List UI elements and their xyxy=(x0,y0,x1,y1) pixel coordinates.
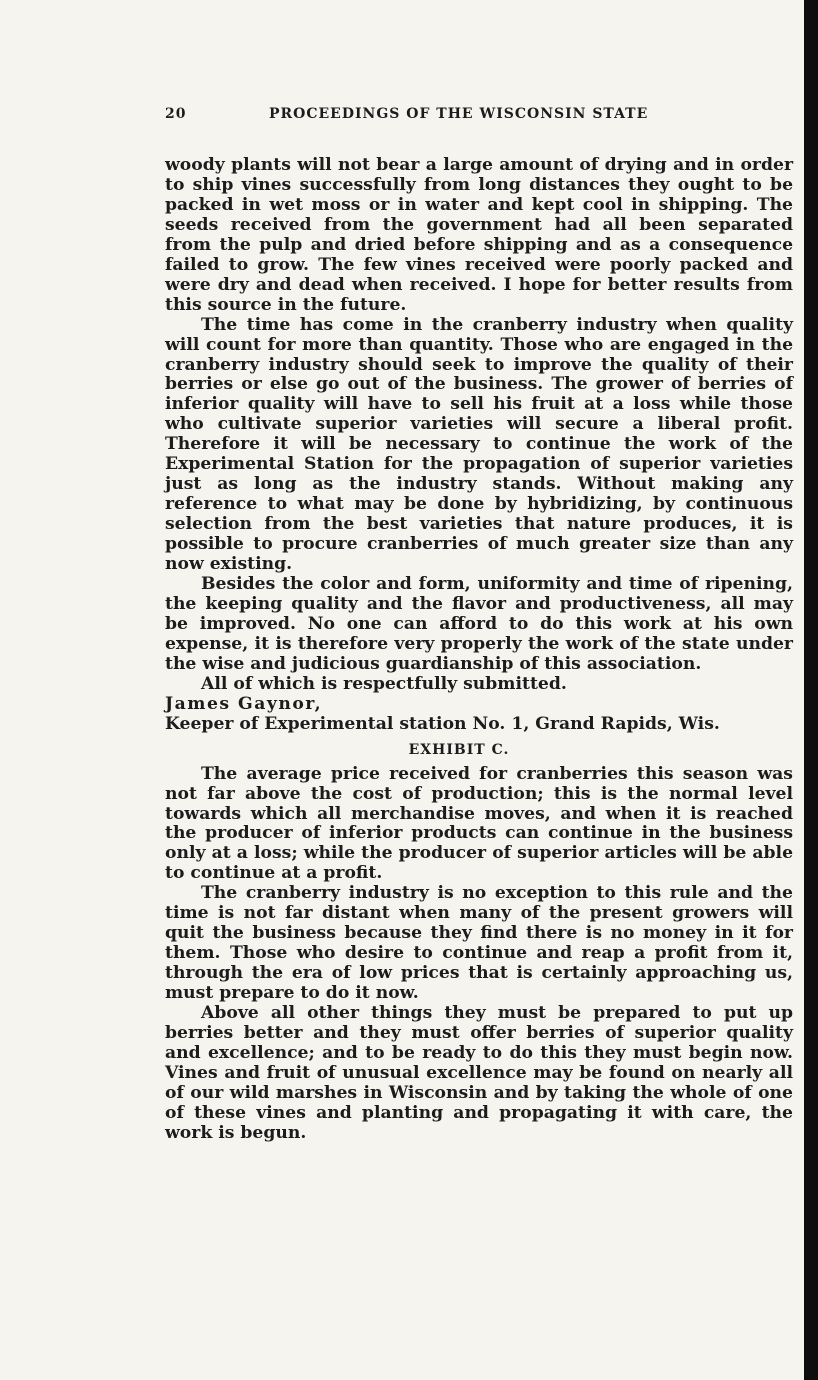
running-title: PROCEEDINGS OF THE WISCONSIN STATE xyxy=(269,106,649,122)
exhibit-heading: EXHIBIT C. xyxy=(408,741,510,758)
paragraph-improvements: Besides the color and form, uniformity and time of ripening, the keeping quality and the flavor and productiveness, all may be improved. No one can afford to do this work at his own expense, it is therefore very properly the work of the state under the wise and judicious guardianship of this association. xyxy=(165,574,793,674)
scan-edge-shadow xyxy=(804,0,818,1380)
page-number: 20 xyxy=(165,106,187,122)
paragraph-continued: woody plants will not bear a large amount of drying and in order to ship vines successfully from long distances they ought to be packed in wet moss or in water and kept cool in shipping. The seeds received from the government had all been separated from the pulp and dried before shipping and as a consequence failed to grow. The few vines received were poorly packed and were dry and dead when received. I hope for better results from this source in the future. xyxy=(165,155,793,315)
signature-role: Keeper of Experimental station No. 1, Grand Rapids, Wis. xyxy=(165,713,720,734)
paragraph-prepare: Above all other things they must be prepared to put up berries better and they must offer berries of superior quality and excellence; and to be ready to do this they must begin now. Vines and fruit of unusual excellence may be found on nearly all of our wild marshes in Wisconsin and by taking the whole of one of these vines and planting and propagating it with care, the work is begun. xyxy=(165,1003,793,1143)
paragraph-quality: The time has come in the cranberry industry when quality will count for more than quantity. Those who are engaged in the cranberry industry should seek to improve the quality of their berries or else go out of the business. The grower of berries of inferior quality will have to sell his fruit at a loss while those who cultivate superior varieties will secure a liberal profit. Therefore it will be necessary to continue the work of the Experimental Station for the propagation of superior varieties just as long as the industry stands. Without making any reference to what may be done by hybridizing, by continuous selection from the best varieties that nature produces, it is possible to procure cranberries of much greater size than any now existing. xyxy=(165,314,793,575)
paragraph-no-exception: The cranberry industry is no exception to this rule and the time is not far distant when many of the present growers will quit the business because they find there is no money in it for them. Those who desire to continue and reap a profit from it, through the era of low prices that is certainly approaching us, must prepare to do it now. xyxy=(165,883,793,1004)
body-text xyxy=(165,156,793,1144)
paragraph-average-price: The average price received for cranberries this season was not far above the cost of production; this is the normal level towards which all merchandise moves, and when it is reached the producer of inferior products can continue in the business only at a loss; while the producer of superior articles will be able to continue at a profit. xyxy=(165,763,793,884)
paragraph-submitted: All of which is respectfully submitted. xyxy=(201,673,567,694)
signature-name: James Gaynor, xyxy=(165,693,323,714)
running-head xyxy=(165,106,793,128)
